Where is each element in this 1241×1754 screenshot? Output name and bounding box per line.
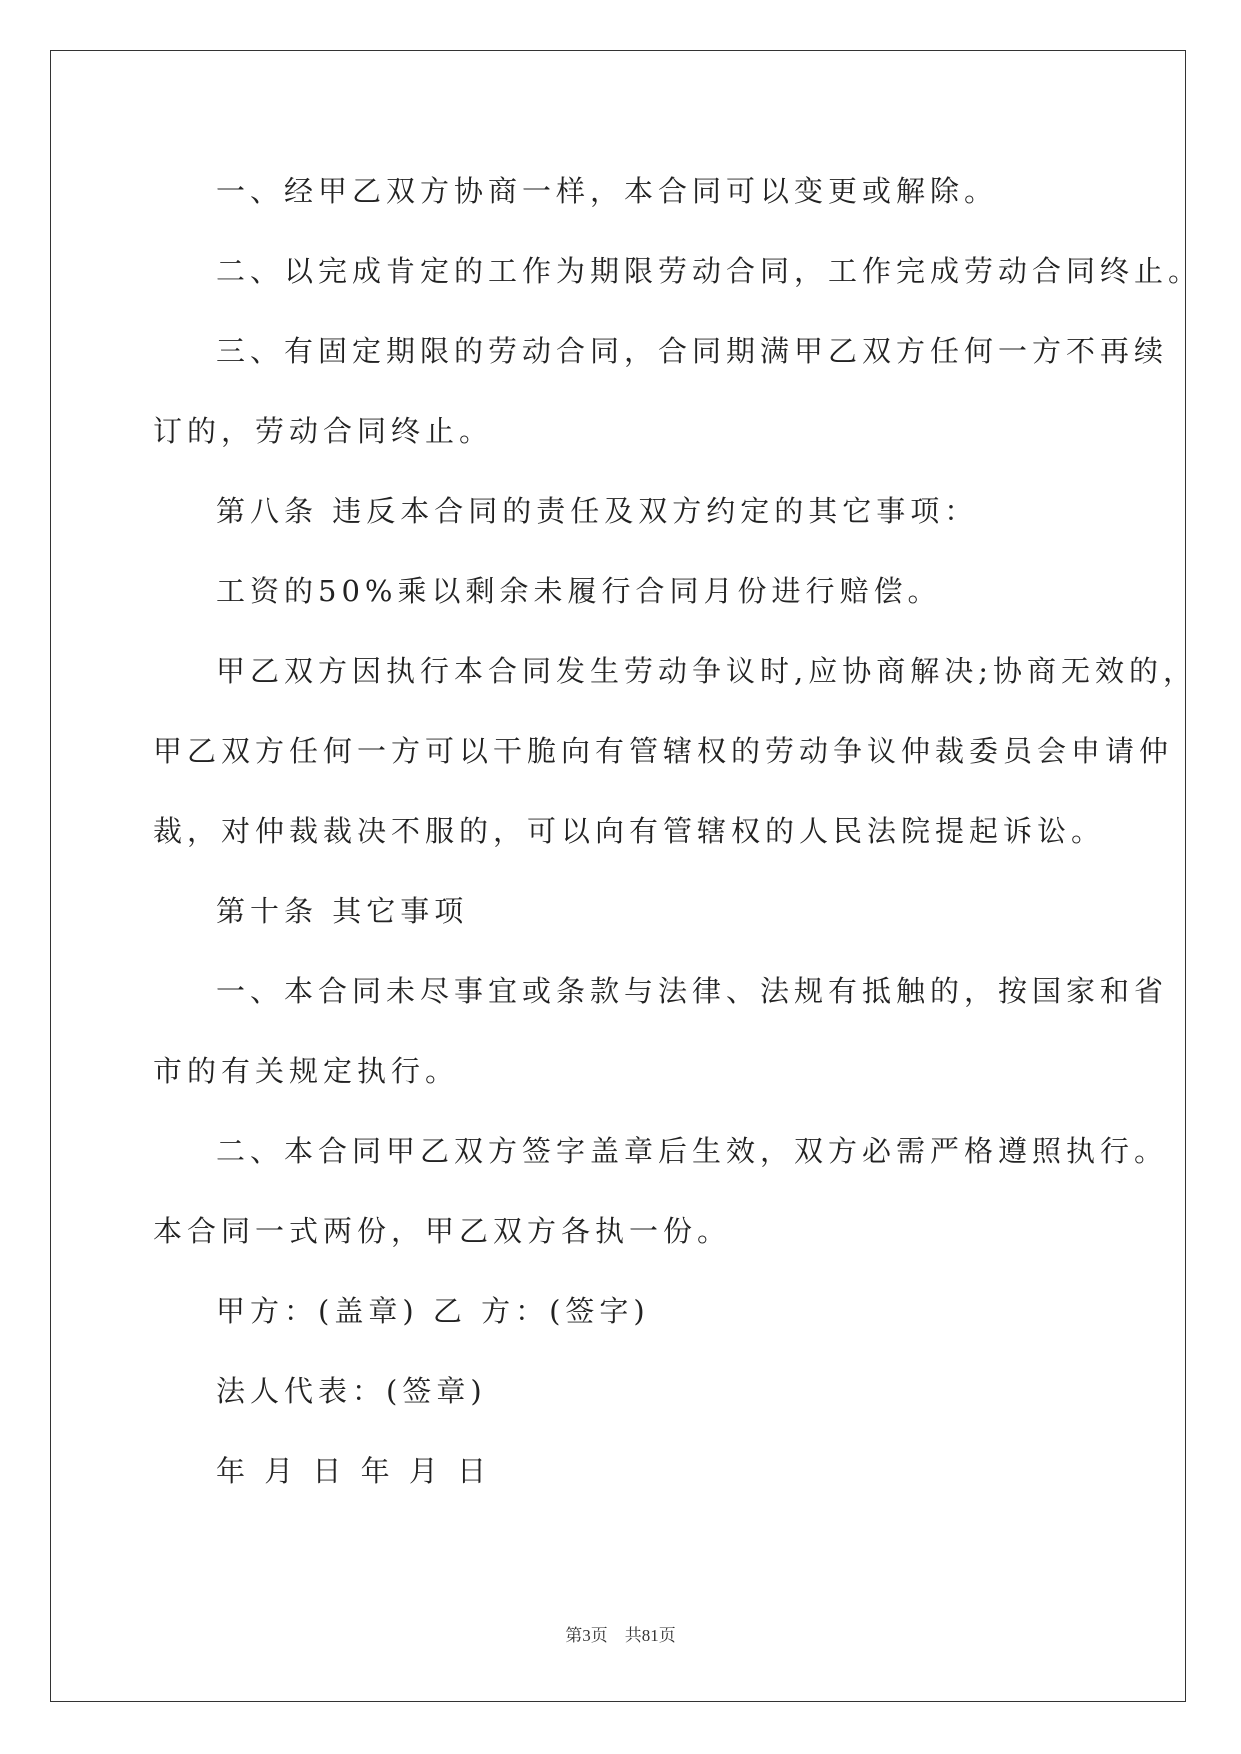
paragraph-line: 三、有固定期限的劳动合同，合同期满甲乙双方任何一方不再续 [216,334,1169,368]
signature-line-representative: 法人代表：(签章) [216,1374,487,1408]
paragraph-line: 甲乙双方因执行本合同发生劳动争议时,应协商解决;协商无效的， [216,654,1197,688]
paragraph-line: 一、经甲乙双方协商一样，本合同可以变更或解除。 [216,174,999,208]
paragraph-line: 二、以完成肯定的工作为期限劳动合同，工作完成劳动合同终止。 [216,254,1203,288]
paragraph-line: 工资的50%乘以剩余未履行合同月份进行赔偿。 [216,574,942,608]
page-number-footer: 第3页 共81页 [565,1626,676,1645]
paragraph-line: 甲乙双方任何一方可以干脆向有管辖权的劳动争议仲裁委员会申请仲 [153,734,1174,768]
article-heading: 第八条 违反本合同的责任及双方约定的其它事项： [216,494,979,528]
paragraph-line: 本合同一式两份，甲乙双方各执一份。 [153,1214,732,1248]
signature-line-parties: 甲方：(盖章) 乙 方：(签字) [216,1294,650,1328]
paragraph-line: 裁，对仲裁裁决不服的，可以向有管辖权的人民法院提起诉讼。 [153,814,1106,848]
paragraph-line: 订的，劳动合同终止。 [153,414,494,448]
paragraph-line: 二、本合同甲乙双方签字盖章后生效，双方必需严格遵照执行。 [216,1134,1169,1168]
signature-line-date: 年 月 日 年 月 日 [216,1454,492,1488]
paragraph-line: 市的有关规定执行。 [153,1054,460,1088]
article-heading: 第十条 其它事项 [216,894,469,928]
paragraph-line: 一、本合同未尽事宜或条款与法律、法规有抵触的，按国家和省 [216,974,1169,1008]
